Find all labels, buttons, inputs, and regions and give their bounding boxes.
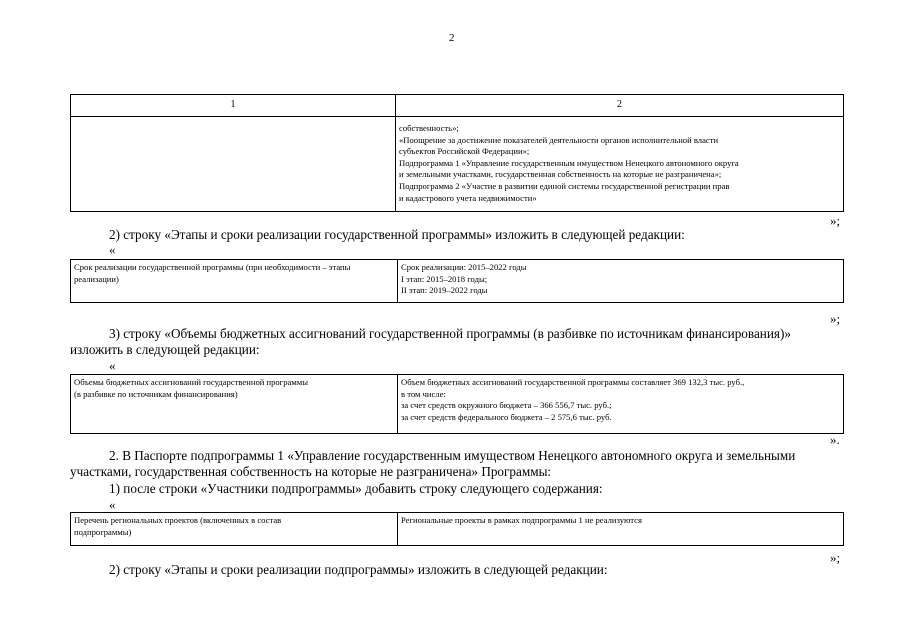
cell-line: I этап: 2015–2018 годы; [401,273,488,284]
table-regional-projects [70,512,844,546]
opening-quote: « [109,358,116,373]
table-program-structure [70,94,844,212]
cell-line: за счет средств федерального бюджета – 2 575,6 тыс. руб. [401,411,612,422]
cell-line: (в разбивке по источникам финансирования) [74,388,238,399]
closing-quote: »; [830,213,841,228]
closing-quote: ». [830,432,840,447]
table-cell-value [398,375,844,434]
section-passport-line1: 2. В Паспорте подпрограммы 1 «Управление государственным имуществом Ненецкого автономного округа и земельными [109,448,796,463]
paragraph-stages: 2) строку «Этапы и сроки реализации государственной программы» изложить в следующей редакции: [109,227,685,242]
item-add-row: 1) после строки «Участники подпрограммы» добавить строку следующего содержания: [109,481,603,496]
cell-line: Подпрограмма 2 «Участие в развитии единой системы государственной регистрации прав [399,180,730,191]
opening-quote: « [109,242,116,257]
table-header-col2: 2 [396,95,844,117]
paragraph-budget-line1: 3) строку «Объемы бюджетных ассигнований государственной программы (в разбивке по источникам финансирования)» [109,326,791,341]
cell-line: в том числе: [401,388,446,399]
table-cell-label [71,513,398,546]
closing-quote: »; [830,311,841,326]
cell-line: подпрограммы) [74,526,132,537]
cell-line: собственность»; [399,123,459,133]
table-cell-label [71,260,398,303]
cell-text: Региональные проекты в рамках подпрограммы 1 не реализуются [401,515,642,525]
cell-line: и земельными участками, государственная собственность на которые не разграничена»; [399,169,722,180]
table-cell-subprograms [396,117,844,212]
cell-line: Срок реализации: 2015–2022 годы [401,262,527,272]
cell-text: Срок реализации государственной программы (при необходимости – этапы реализации) [74,262,351,284]
cell-line: и кадастрового учета недвижимости» [399,192,537,203]
table-cell-value [398,260,844,303]
table-cell-label [71,375,398,434]
cell-line: Перечень региональных проектов (включенных в состав [74,515,282,525]
item-stages-subprogram: 2) строку «Этапы и сроки реализации подпрограммы» изложить в следующей редакции: [109,562,608,577]
cell-line: Объемы бюджетных ассигнований государственной программы [74,377,308,387]
cell-line: II этап: 2019–2022 годы [401,285,488,296]
page-number: 2 [449,32,455,44]
table-cell-value [398,513,844,546]
cell-line: «Поощрение за достижение показателей деятельности органов исполнительной власти [399,134,719,145]
closing-quote: »; [830,550,841,565]
table-header-col1: 1 [71,95,396,117]
cell-line: за счет средств окружного бюджета – 366 556,7 тыс. руб.; [401,400,612,411]
table-stages [70,259,844,303]
cell-line: субъектов Российской Федерации»; [399,146,530,157]
cell-line: Подпрограмма 1 «Управление государственным имуществом Ненецкого автономного округа [399,157,739,168]
cell-line: Объем бюджетных ассигнований государственной программы составляет 369 132,3 тыс. руб., [401,377,745,387]
table-cell-empty [71,117,396,212]
paragraph-budget-line2: изложить в следующей редакции: [70,342,260,357]
section-passport-line2: участками, государственная собственность на которые не разграничена» Программы: [70,464,552,479]
table-budget [70,374,844,434]
opening-quote: « [109,497,116,512]
